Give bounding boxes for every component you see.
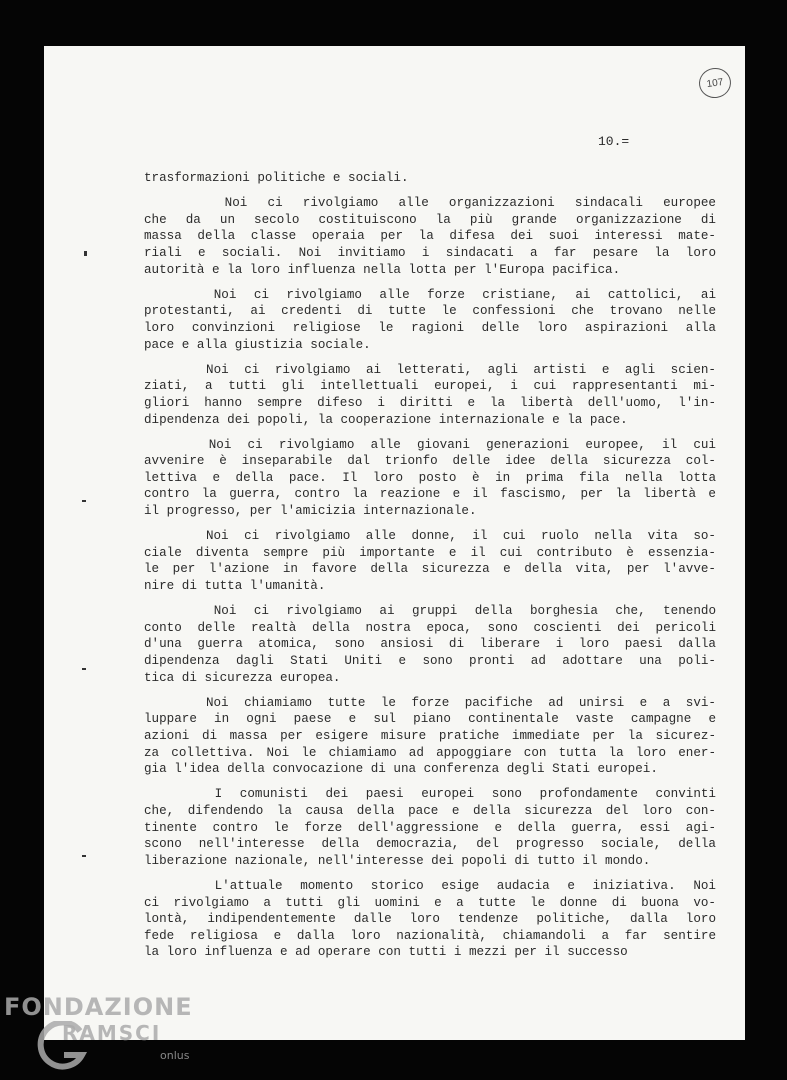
text-line: che, difendendo la causa della pace e della sicurezza del loro con- — [144, 803, 716, 818]
margin-mark — [82, 500, 86, 502]
text-line: luppare in ogni paese e sul piano continentale vaste campagne e — [144, 712, 716, 727]
text-line: ci rivolgiamo a tutti gli uomini e a tutte le donne di buona vo- — [144, 895, 716, 910]
text-line: tica di sicurezza europea. — [144, 670, 341, 685]
document-body — [144, 170, 716, 969]
archive-number-stamp — [697, 66, 733, 100]
text-line: pace e alla giustizia sociale. — [144, 337, 371, 352]
text-line: contro la guerra, contro la reazione e il fascismo, per la libertà e — [144, 487, 716, 502]
text-line: gliori hanno sempre difeso i diritti e la libertà dell'uomo, l'in- — [144, 395, 716, 410]
text-line: lontà, indipendentemente dalle loro tendenze politiche, dalla loro — [144, 912, 716, 927]
watermark-line1: FONDAZIONE — [4, 993, 193, 1021]
watermark-line2: RAMSCI — [62, 1021, 162, 1045]
text-line: autorità e la loro influenza nella lotta per l'Europa pacifica. — [144, 262, 621, 277]
text-line: Noi ci rivolgiamo ai gruppi della borghesia che, tenendo — [144, 604, 716, 619]
paragraph — [144, 695, 716, 778]
text-line: scono nell'interesse della democrazia, del progresso sociale, della — [144, 837, 716, 852]
paragraph — [144, 528, 716, 594]
text-line: che da un secolo costituiscono la più grande organizzazione di — [144, 212, 716, 227]
archive-number-text: 107 — [705, 76, 725, 90]
text-line: le per l'azione in favore della sicurezza e della vita, per l'avve- — [144, 562, 716, 577]
text-line: trasformazioni politiche e sociali. — [144, 171, 409, 185]
text-line: Noi ci rivolgiamo alle giovani generazioni europee, il cui — [144, 437, 716, 452]
paragraph — [144, 287, 716, 353]
text-line: za collettiva. Noi le chiamiamo ad appoggiare con tutta la loro ener- — [144, 745, 716, 760]
text-line: Noi ci rivolgiamo alle organizzazioni sindacali europee — [144, 196, 716, 211]
text-line: avvenire è inseparabile dal trionfo delle idee della sicurezza col- — [144, 454, 716, 469]
text-line: fede religiosa e dalla loro nazionalità, chiamandoli a far sentire — [144, 928, 716, 943]
text-line: liberazione nazionale, nell'interesse dei popoli di tutto il mondo. — [144, 853, 651, 868]
text-line: L'attuale momento storico esige audacia e iniziativa. Noi — [144, 878, 716, 893]
text-line: Noi ci rivolgiamo alle donne, il cui ruolo nella vita so- — [144, 529, 716, 544]
text-line: Noi chiamiamo tutte le forze pacifiche ad unirsi e a svi- — [144, 695, 716, 710]
text-line: loro convinzioni religiose le ragioni delle loro aspirazioni alla — [144, 320, 716, 335]
text-line: azioni di massa per esigere misure pratiche immediate per la sicurez- — [144, 728, 716, 743]
paragraph — [144, 878, 716, 961]
text-line: ziati, a tutti gli intellettuali europei, i cui rappresentanti mi- — [144, 379, 716, 394]
paragraph — [144, 437, 716, 520]
text-line: Noi ci rivolgiamo alle forze cristiane, ai cattolici, ai — [144, 287, 716, 302]
text-line: massa della classe operaia per la difesa dei suoi interessi mate- — [144, 229, 716, 244]
document-page — [44, 46, 745, 1040]
text-line: d'una guerra atomica, sono ansiosi di liberare i loro paesi dalla — [144, 637, 716, 652]
text-line: ciale diventa sempre più importante e il cui contributo è essenzia- — [144, 545, 716, 560]
text-line: conto delle realtà della nostra epoca, sono coscienti dei pericoli — [144, 620, 716, 635]
text-line: dipendenza dagli Stati Uniti e sono pronti ad adottare una poli- — [144, 654, 716, 668]
watermark-line3: onlus — [160, 1049, 190, 1062]
paragraph — [144, 362, 716, 428]
margin-mark — [82, 855, 86, 857]
margin-mark — [82, 668, 86, 670]
paragraph — [144, 170, 716, 187]
text-line: Noi ci rivolgiamo ai letterati, agli artisti e agli scien- — [144, 362, 716, 377]
text-line: gia l'idea della convocazione di una conferenza degli Stati europei. — [144, 762, 658, 777]
text-line: tinente contro le forze dell'aggressione e della guerra, essi agi- — [144, 820, 716, 835]
text-line: il progresso, per l'amicizia internazionale. — [144, 504, 477, 519]
text-line: protestanti, ai credenti di tutte le confessioni che trovano nelle — [144, 304, 716, 319]
text-line: riali e sociali. Noi invitiamo i sindacati a far pesare la loro — [144, 245, 716, 260]
fondazione-gramsci-watermark — [4, 993, 204, 1073]
text-line: nire di tutta l'umanità. — [144, 579, 326, 594]
text-line: dipendenza dei popoli, la cooperazione internazionale e la pace. — [144, 412, 628, 427]
paragraph — [144, 195, 716, 278]
text-line: lettiva e della pace. Il loro posto è in prima fila nella lotta — [144, 470, 716, 485]
text-line: I comunisti dei paesi europei sono profondamente convinti — [144, 787, 716, 802]
page-number: 10.= — [598, 134, 630, 149]
margin-mark — [84, 251, 87, 256]
paragraph — [144, 786, 716, 869]
text-line: la loro influenza e ad operare con tutti i mezzi per il successo — [144, 945, 628, 960]
paragraph — [144, 603, 716, 686]
